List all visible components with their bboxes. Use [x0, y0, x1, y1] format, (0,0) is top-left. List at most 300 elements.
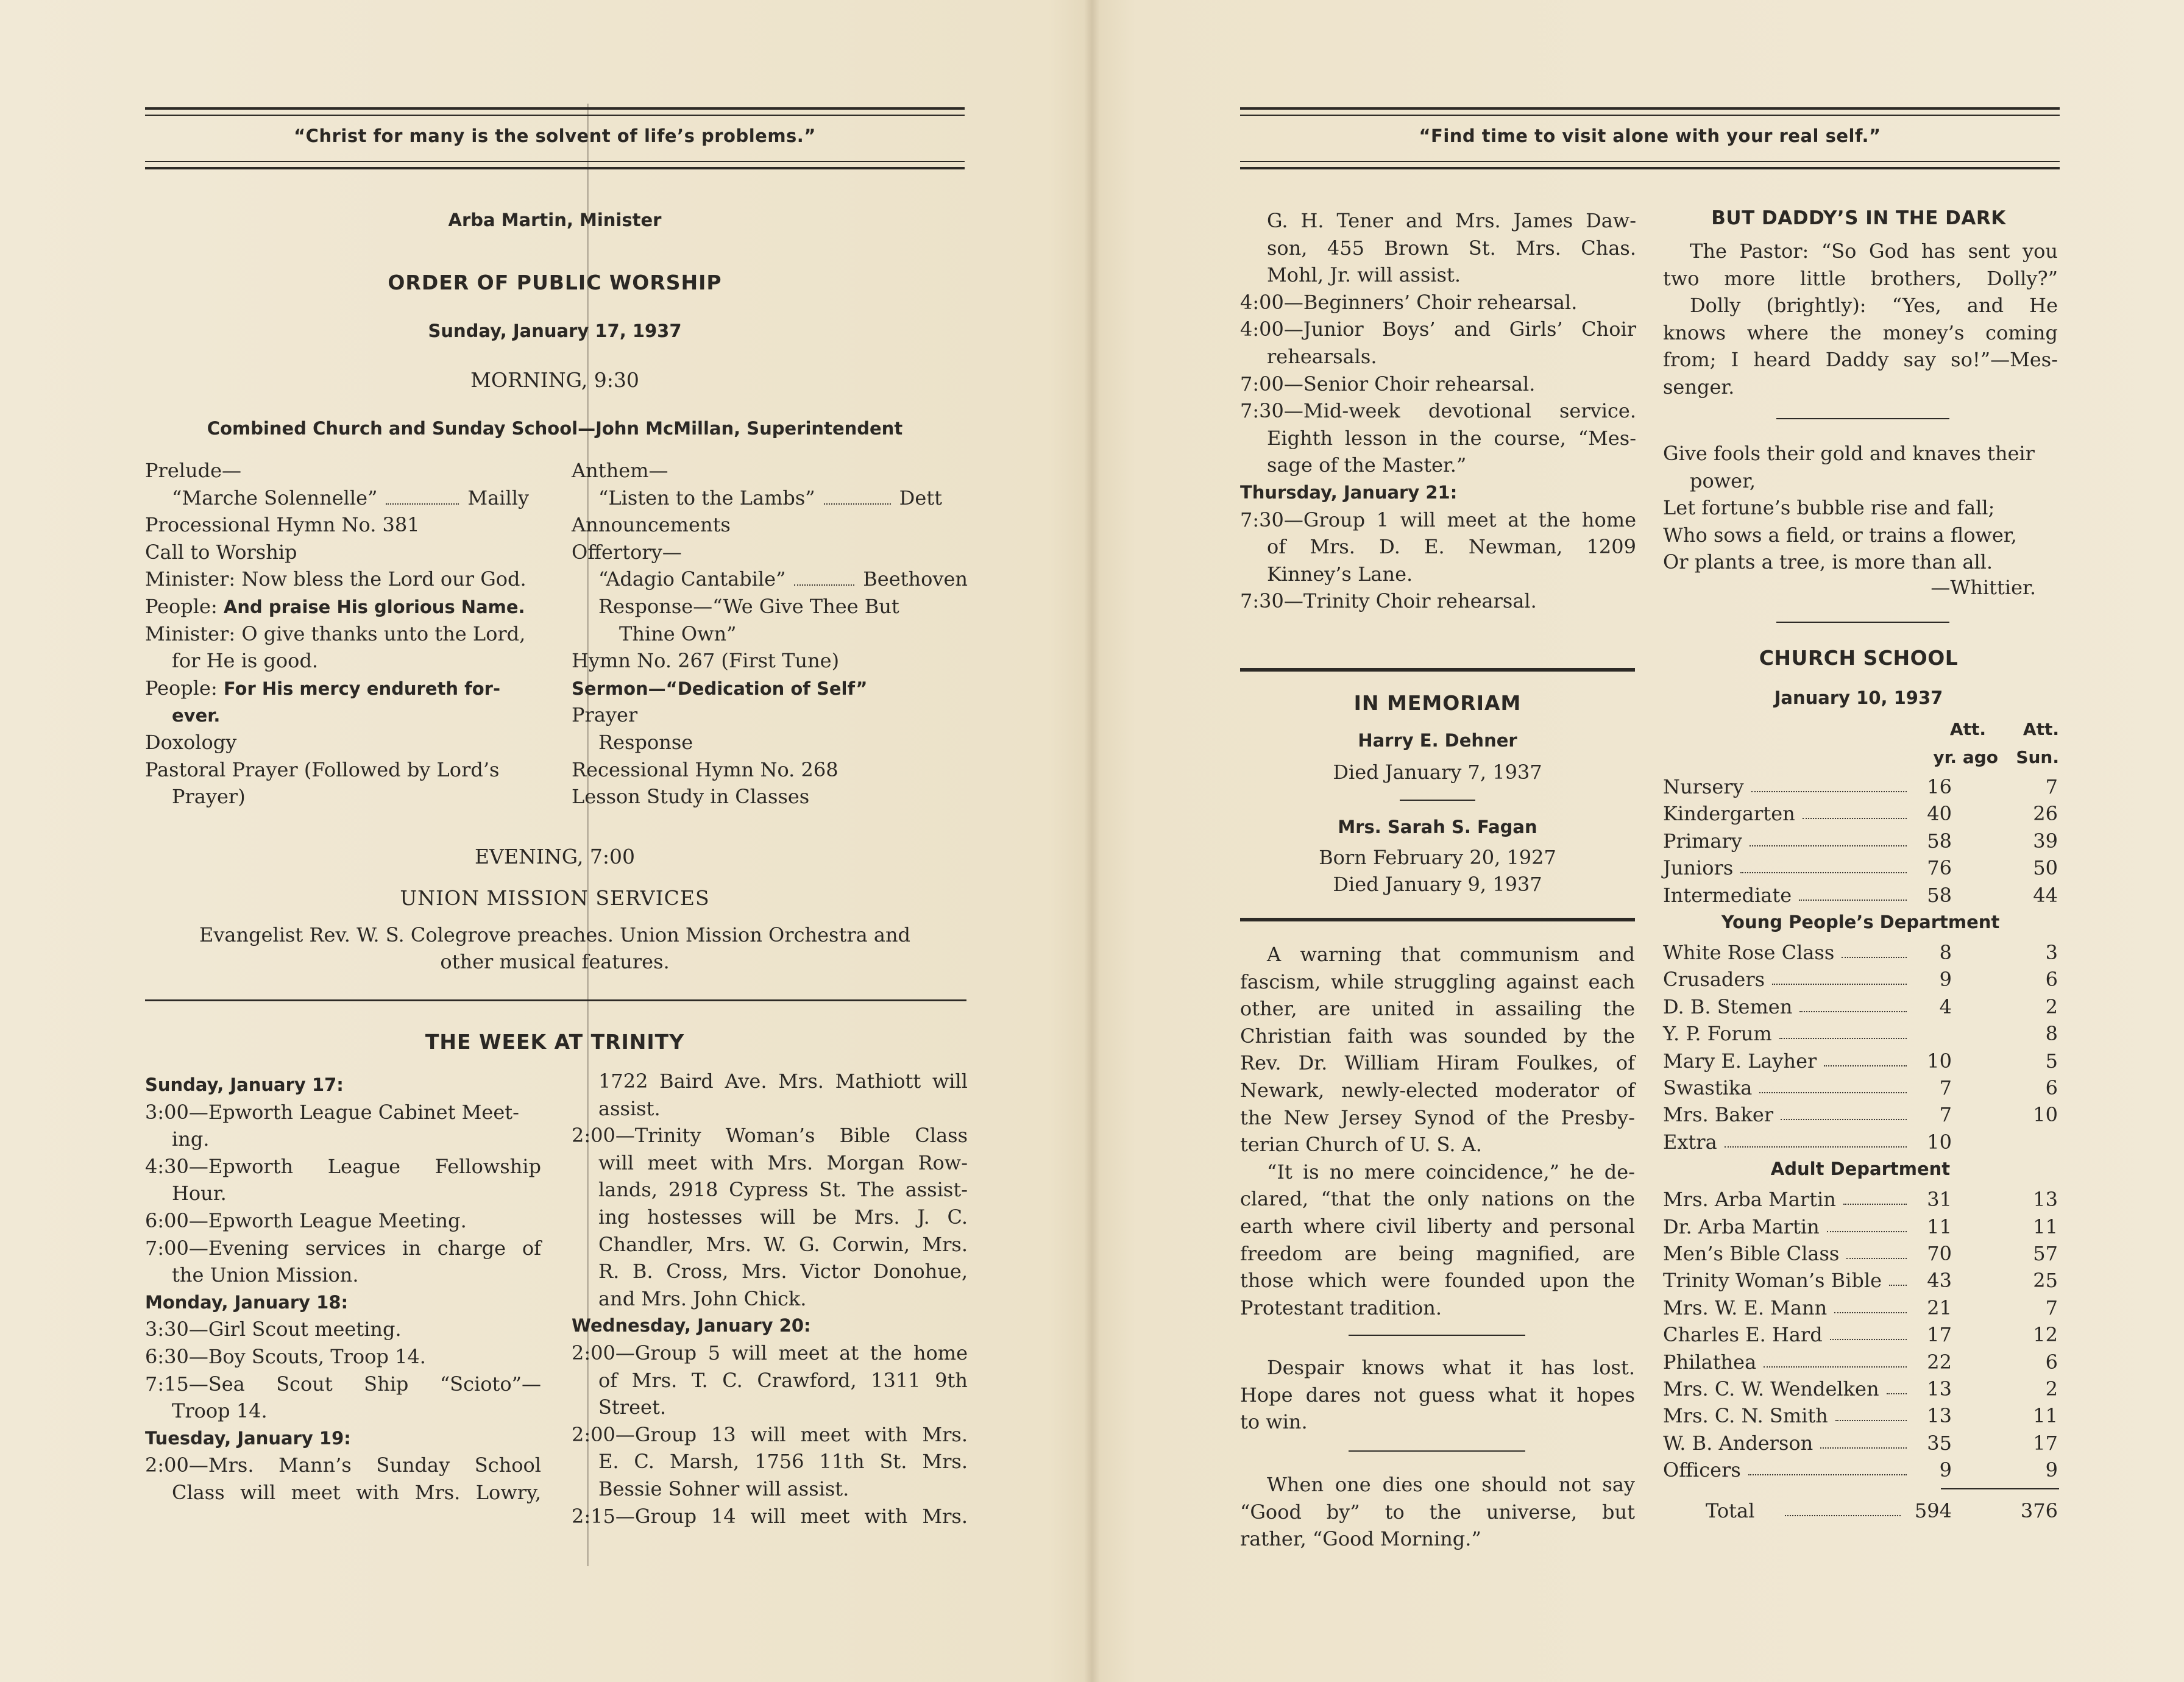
attendance-sunday: 50 — [2033, 856, 2058, 880]
class-name: Kindergarten — [1663, 802, 1795, 826]
text-line — [572, 783, 968, 811]
left-page — [145, 0, 968, 1682]
text-line — [1663, 494, 2058, 522]
day-heading: Wednesday, January 20: — [572, 1315, 811, 1336]
line-text: Who sows a field, or trains a flower, — [1663, 523, 2017, 547]
attendance-row — [1663, 1404, 2059, 1431]
attendance-row — [1663, 1458, 2059, 1485]
attendance-row — [1663, 1377, 2059, 1404]
text-line — [1663, 467, 2058, 495]
day-heading: Monday, January 18: — [145, 1291, 349, 1313]
attendance-sunday: 13 — [2033, 1188, 2058, 1212]
line-text: 2:00—Group 13 will meet with Mrs. — [572, 1422, 968, 1446]
attendance-row — [1663, 1269, 2059, 1296]
bold-response: ever. — [172, 705, 221, 726]
line-text: E. C. Marsh, 1756 11th St. Mrs. — [598, 1450, 968, 1474]
attendance-year-ago: 17 — [1927, 1323, 1952, 1347]
bold-response: Sermon—“Dedication of Self” — [572, 678, 868, 699]
line-text: 4:00—Beginners’ Choir rehearsal. — [1240, 290, 1578, 314]
text-line — [1240, 1382, 1635, 1409]
leader-dots — [1824, 1065, 1907, 1066]
piece-title: “Listen to the Lambs” — [598, 486, 815, 509]
text-line — [1240, 533, 1636, 561]
line-text: of Mrs. T. C. Crawford, 1311 9th — [598, 1368, 968, 1392]
service-date: Sunday, January 17, 1937 — [428, 321, 682, 341]
communism-warning-article — [1240, 941, 1635, 1321]
line-text: Minister: Now bless the Lord our God. — [145, 567, 526, 591]
text-line — [145, 539, 547, 566]
attendance-row — [1663, 775, 2059, 802]
memoriam-divider — [1400, 800, 1475, 801]
attendance-sunday: 57 — [2033, 1242, 2058, 1265]
attendance-sunday: 25 — [2033, 1269, 2058, 1293]
line-text: 3:00—Epworth League Cabinet Meet- — [145, 1100, 519, 1124]
text-line — [1240, 289, 1636, 316]
leader-dots — [1779, 1038, 1907, 1039]
text-line — [1240, 425, 1636, 452]
composer: Beethoven — [863, 567, 968, 591]
attendance-row — [1663, 1242, 2059, 1269]
line-text: son, 455 Brown St. Mrs. Chas. — [1267, 236, 1636, 260]
leader-dots — [1799, 1011, 1907, 1012]
text-line — [572, 1475, 968, 1503]
text-line — [1240, 1267, 1635, 1294]
line-text: 6:30—Boy Scouts, Troop 14. — [145, 1344, 426, 1368]
attendance-sunday: 7 — [2045, 1296, 2058, 1319]
text-line — [145, 1126, 541, 1153]
text-line — [1240, 1408, 1635, 1436]
text-line — [1240, 1240, 1635, 1268]
attendance-year-ago: 7 — [1939, 1076, 1952, 1099]
text-line — [1240, 1159, 1635, 1186]
despair-quote — [1240, 1354, 1635, 1436]
text-line — [572, 1394, 968, 1421]
text-line — [572, 566, 968, 593]
line-text: Prayer) — [172, 785, 246, 809]
class-name: Juniors — [1663, 856, 1734, 880]
attendance-row — [1663, 941, 2059, 968]
leader-dots — [1781, 1119, 1907, 1120]
attendance-sunday: 9 — [2045, 1458, 2058, 1482]
attendance-year-ago: 13 — [1927, 1377, 1952, 1400]
header-rule-bottom — [1240, 161, 2060, 169]
memoriam-died-2: Died January 9, 1937 — [1333, 873, 1542, 896]
text-line — [1240, 1131, 1635, 1159]
text-line — [145, 1316, 541, 1343]
class-name: Swastika — [1663, 1076, 1753, 1099]
text-line — [1240, 561, 1636, 588]
attendance-row — [1663, 1103, 2059, 1130]
divider — [1776, 418, 1949, 419]
attendance-row — [1663, 829, 2059, 856]
line-text: Anthem— — [572, 459, 668, 482]
attendance-sunday: 6 — [2045, 1350, 2058, 1374]
line-text: 1722 Baird Ave. Mrs. Mathiott will — [598, 1070, 968, 1093]
line-text: Prayer — [572, 703, 638, 727]
line-text: and Mrs. John Chick. — [598, 1286, 807, 1310]
text-line — [572, 457, 968, 484]
line-text: Newark, newly-elected moderator of — [1240, 1078, 1635, 1102]
text-line — [572, 1258, 968, 1285]
text-line — [1240, 371, 1636, 398]
text-line — [145, 620, 547, 648]
evening-heading: EVENING, 7:00 — [474, 845, 636, 868]
text-line — [1240, 1294, 1635, 1322]
memoriam-title: IN MEMORIAM — [1353, 691, 1522, 715]
attendance-row — [1663, 1076, 2059, 1103]
line-text: Street. — [598, 1396, 666, 1419]
text-line — [572, 1176, 968, 1204]
line-text: of Mrs. D. E. Newman, 1209 — [1267, 535, 1636, 559]
attendance-sunday: 7 — [2045, 775, 2058, 798]
text-line — [1240, 1185, 1635, 1213]
class-name: Primary — [1663, 829, 1742, 853]
line-text: Call to Worship — [145, 540, 297, 564]
line-text: Protestant tradition. — [1240, 1296, 1442, 1319]
text-line — [572, 1122, 968, 1149]
order-of-worship-right — [572, 457, 968, 811]
text-line — [572, 756, 968, 784]
text-line — [572, 484, 968, 512]
leader-dots — [1834, 1312, 1907, 1313]
line-text: People: — [145, 594, 224, 618]
department-heading: Young People’s Department — [1721, 912, 2000, 932]
attendance-row — [1663, 1350, 2059, 1377]
text-line — [1240, 1471, 1635, 1499]
line-text: Kinney’s Lane. — [1267, 562, 1413, 586]
text-line — [1663, 238, 2058, 265]
class-name: Mrs. C. W. Wendelken — [1663, 1377, 1879, 1400]
total-label: Total — [1706, 1499, 1755, 1522]
text-line — [572, 1204, 968, 1231]
line-text: senger. — [1663, 375, 1735, 399]
total-row — [1663, 1499, 2059, 1526]
text-line — [1663, 292, 2058, 319]
line-text: Rev. Dr. William Hiram Foulkes, of — [1240, 1051, 1635, 1075]
line-text: earth where civil liberty and personal — [1240, 1214, 1635, 1238]
leader-dots — [1835, 1420, 1907, 1421]
divider — [1349, 1450, 1525, 1452]
text-line — [1240, 343, 1636, 371]
text-line — [572, 1231, 968, 1258]
line-text: 3:30—Girl Scout meeting. — [145, 1318, 402, 1341]
line-text: two more little brothers, Dolly?” — [1663, 266, 2058, 290]
line-text: to win. — [1240, 1410, 1308, 1434]
day-heading: Tuesday, January 19: — [145, 1427, 351, 1449]
line-text: power, — [1690, 469, 1756, 492]
week-schedule-continued — [1240, 207, 1636, 615]
daddy-title: BUT DADDY’S IN THE DARK — [1711, 207, 2006, 229]
leader-dots — [1772, 984, 1907, 985]
line-text: Class will meet with Mrs. Lowry, — [172, 1480, 541, 1504]
text-line — [145, 1479, 541, 1506]
minister-name: Arba Martin, Minister — [448, 210, 662, 230]
class-name: Mrs. Arba Martin — [1663, 1188, 1836, 1212]
evangelist-line-1: Evangelist Rev. W. S. Colegrove preaches. Union Mission Orchestra and — [199, 923, 911, 946]
line-text: 4:00—Junior Boys’ and Girls’ Choir — [1240, 318, 1636, 341]
line-text: fascism, while struggling against each — [1240, 970, 1635, 993]
line-text: for He is good. — [172, 649, 319, 673]
col-head-sun-top: Att. — [2023, 719, 2059, 739]
attendance-sunday: 17 — [2033, 1431, 2058, 1455]
line-text: 7:00—Senior Choir rehearsal. — [1240, 372, 1536, 396]
composer: Dett — [899, 486, 942, 509]
leader-dots — [1748, 1474, 1907, 1475]
line-text: 7:00—Evening services in charge of — [145, 1236, 541, 1260]
evangelist-line-2: other musical features. — [440, 950, 670, 973]
text-line — [145, 566, 547, 593]
attendance-sunday: 3 — [2045, 941, 2058, 964]
line-text: other, are united in assailing the — [1240, 997, 1635, 1021]
class-name: Mrs. Baker — [1663, 1103, 1774, 1127]
text-line — [1240, 397, 1636, 425]
text-line — [145, 1262, 541, 1289]
attendance-sunday: 6 — [2045, 968, 2058, 992]
line-text: Prelude— — [145, 459, 242, 482]
line-text: Troop 14. — [172, 1399, 268, 1423]
class-name: Philathea — [1663, 1350, 1757, 1374]
line-text: knows where the money’s coming — [1663, 321, 2058, 344]
attendance-sunday: 2 — [2045, 1377, 2058, 1400]
composer: Mailly — [467, 486, 530, 509]
union-mission-heading: UNION MISSION SERVICES — [400, 886, 710, 910]
text-line — [572, 1503, 968, 1530]
line-text: G. H. Tener and Mrs. James Daw- — [1267, 209, 1636, 232]
line-text: 2:15—Group 14 will meet with Mrs. — [572, 1504, 968, 1528]
text-line — [145, 1153, 541, 1180]
text-line — [1240, 207, 1636, 235]
text-line — [145, 1343, 541, 1371]
leader-dots — [824, 503, 891, 505]
text-line — [145, 647, 547, 675]
attendance-year-ago: 4 — [1939, 995, 1952, 1018]
section-rule — [145, 999, 966, 1001]
text-line — [145, 1180, 541, 1207]
text-line — [572, 1095, 968, 1123]
line-text: 7:30—Trinity Choir rehearsal. — [1240, 589, 1537, 613]
center-fold — [1084, 0, 1100, 1682]
text-line — [572, 539, 968, 566]
class-name: Men’s Bible Class — [1663, 1242, 1840, 1265]
right-motto: “Find time to visit alone with your real self.” — [1419, 126, 1881, 146]
attendance-row — [1663, 1130, 2059, 1157]
text-line — [1663, 548, 2058, 576]
text-line — [1240, 1077, 1635, 1104]
header-rule-bottom — [145, 161, 965, 169]
attendance-year-ago: 13 — [1927, 1404, 1952, 1428]
attendance-year-ago: 8 — [1939, 941, 1952, 964]
attendance-row — [1663, 1022, 2059, 1049]
line-text: Hymn No. 267 (First Tune) — [572, 649, 840, 673]
leader-dots — [1725, 1146, 1907, 1148]
text-line — [1240, 1499, 1635, 1526]
text-line — [572, 729, 968, 756]
attendance-year-ago: 31 — [1927, 1188, 1952, 1212]
day-heading: Sunday, January 17: — [145, 1074, 344, 1095]
leader-dots — [1740, 872, 1907, 873]
class-name: Nursery — [1663, 775, 1744, 798]
text-line — [1240, 1354, 1635, 1382]
text-line — [572, 511, 968, 539]
attendance-sunday: 44 — [2033, 883, 2058, 907]
class-name: Intermediate — [1663, 883, 1792, 907]
leader-dots — [1751, 791, 1907, 792]
attendance-row — [1663, 884, 2059, 910]
bold-response: And praise His glorious Name. — [223, 596, 525, 617]
attendance-row — [1663, 1323, 2059, 1350]
text-line — [572, 1340, 968, 1367]
line-text: Dolly (brightly): “Yes, and He — [1690, 294, 2058, 318]
line-text: ing. — [172, 1127, 210, 1151]
class-name: White Rose Class — [1663, 941, 1835, 964]
text-line — [145, 783, 547, 811]
attendance-table — [1663, 719, 2059, 1572]
line-text: 7:30—Mid-week devotional service. — [1240, 399, 1636, 423]
text-line — [572, 1421, 968, 1449]
text-line — [1240, 587, 1636, 615]
class-name: Crusaders — [1663, 968, 1765, 992]
text-line — [145, 484, 547, 512]
line-text: Response—“We Give Thee But — [598, 594, 899, 618]
line-text: Recessional Hymn No. 268 — [572, 758, 838, 781]
line-text: Eighth lesson in the course, “Mes- — [1267, 426, 1636, 450]
attendance-year-ago: 22 — [1927, 1350, 1952, 1374]
text-line — [145, 1397, 541, 1425]
class-name: Y. P. Forum — [1663, 1022, 1772, 1046]
col-head-yr-ago-bottom: yr. ago — [1933, 747, 1998, 767]
line-text: ing hostesses will be Mrs. J. C. — [598, 1205, 968, 1229]
line-text: Offertory— — [572, 540, 682, 564]
text-line — [145, 729, 547, 756]
memoriam-name-1: Harry E. Dehner — [1358, 730, 1517, 751]
text-line — [1663, 374, 2058, 401]
line-text: Minister: O give thanks unto the Lord, — [145, 622, 526, 645]
line-text: Thine Own” — [619, 622, 737, 645]
line-text: sage of the Master.” — [1267, 453, 1467, 477]
attendance-sunday: 39 — [2033, 829, 2058, 853]
col-head-sun-bottom: Sun. — [2016, 747, 2059, 767]
line-text: rehearsals. — [1267, 344, 1377, 368]
text-line — [1240, 941, 1635, 968]
text-line — [1240, 506, 1636, 534]
class-name: Mrs. C. N. Smith — [1663, 1404, 1828, 1428]
attendance-sunday: 5 — [2045, 1049, 2058, 1073]
attendance-year-ago: 16 — [1927, 775, 1952, 798]
order-of-worship-left — [145, 457, 547, 811]
line-text: Hour. — [172, 1182, 227, 1205]
class-name: D. B. Stemen — [1663, 995, 1793, 1018]
line-text: 4:30—Epworth League Fellowship — [145, 1154, 541, 1178]
leader-dots — [1759, 1092, 1907, 1093]
attendance-sunday: 11 — [2033, 1215, 2058, 1238]
col-head-yr-ago-top: Att. — [1949, 719, 1986, 739]
line-text: those which were founded upon the — [1240, 1269, 1635, 1293]
memoriam-rule-bottom — [1240, 918, 1635, 921]
line-text: Give fools their gold and knaves their — [1663, 442, 2035, 465]
line-text: assist. — [598, 1096, 661, 1120]
attendance-row — [1663, 1432, 2059, 1458]
text-line — [1240, 1213, 1635, 1240]
text-line — [145, 675, 547, 702]
line-text: Doxology — [145, 730, 237, 754]
leader-dots — [1764, 1366, 1907, 1368]
line-text: 7:15—Sea Scout Ship “Scioto”— — [145, 1372, 541, 1396]
text-line — [572, 620, 968, 648]
text-line — [145, 701, 547, 729]
line-text: 2:00—Trinity Woman’s Bible Class — [572, 1124, 968, 1148]
total-year-ago: 594 — [1914, 1499, 1952, 1522]
line-text: 2:00—Group 5 will meet at the home — [572, 1341, 968, 1364]
text-line — [1663, 522, 2058, 549]
attendance-sunday: 8 — [2045, 1022, 2058, 1046]
text-line — [572, 1068, 968, 1095]
leader-dots — [1842, 957, 1907, 958]
week-title: THE WEEK AT TRINITY — [425, 1030, 685, 1054]
text-line — [145, 511, 547, 539]
memoriam-name-2: Mrs. Sarah S. Fagan — [1338, 817, 1537, 837]
leader-dots — [1750, 845, 1907, 846]
line-text: The Pastor: “So God has sent you — [1690, 240, 2058, 263]
text-line — [572, 593, 968, 620]
attendance-year-ago: 58 — [1927, 829, 1952, 853]
line-text: 7:30—Group 1 will meet at the home — [1240, 508, 1636, 531]
attendance-row — [1663, 1215, 2059, 1242]
line-text: People: — [145, 676, 224, 700]
line-text: Christian faith was sounded by the — [1240, 1024, 1635, 1048]
text-line — [572, 701, 968, 729]
right-page — [1240, 0, 2060, 1682]
leader-dots — [1799, 900, 1907, 901]
line-text: Chandler, Mrs. W. G. Corwin, Mrs. — [598, 1232, 968, 1256]
combined-school-line: Combined Church and Sunday School—John McMillan, Superintendent — [207, 418, 903, 439]
text-line — [145, 756, 547, 784]
poem-author: —Whittier. — [1930, 576, 2036, 599]
attendance-year-ago: 43 — [1927, 1269, 1952, 1293]
line-text: Pastoral Prayer (Followed by Lord’s — [145, 758, 500, 781]
line-text: Announcements — [572, 513, 731, 537]
text-line — [1240, 995, 1635, 1023]
attendance-sunday: 11 — [2033, 1404, 2058, 1428]
order-title: ORDER OF PUBLIC WORSHIP — [388, 271, 722, 294]
text-line — [1240, 452, 1636, 479]
total-sunday: 376 — [2020, 1499, 2058, 1522]
divider — [1776, 622, 1949, 623]
attendance-year-ago: 10 — [1927, 1049, 1952, 1073]
bold-response: For His mercy endureth for- — [223, 678, 500, 699]
text-line — [1240, 1104, 1635, 1132]
line-text: Bessie Sohner will assist. — [598, 1477, 849, 1500]
week-schedule-left — [145, 1071, 541, 1506]
line-text: Response — [598, 730, 693, 754]
class-name: W. B. Anderson — [1663, 1431, 1814, 1455]
text-line — [1663, 440, 2058, 467]
text-line — [145, 1371, 541, 1398]
header-rule-top — [1240, 107, 2060, 116]
line-text: R. B. Cross, Mrs. Victor Donohue, — [598, 1260, 968, 1283]
leader-dots — [1843, 1204, 1907, 1205]
leader-dots — [1803, 818, 1907, 819]
line-text: Let fortune’s bubble rise and fall; — [1663, 496, 1995, 520]
attendance-year-ago: 76 — [1927, 856, 1952, 880]
text-line — [145, 593, 547, 620]
attendance-year-ago: 35 — [1927, 1431, 1952, 1455]
total-rule — [1941, 1488, 2059, 1489]
attendance-year-ago: 21 — [1927, 1296, 1952, 1319]
attendance-row — [1663, 1049, 2059, 1076]
line-text: the Union Mission. — [172, 1263, 359, 1287]
attendance-sunday: 2 — [2045, 995, 2058, 1018]
department-heading: Adult Department — [1770, 1159, 1951, 1180]
